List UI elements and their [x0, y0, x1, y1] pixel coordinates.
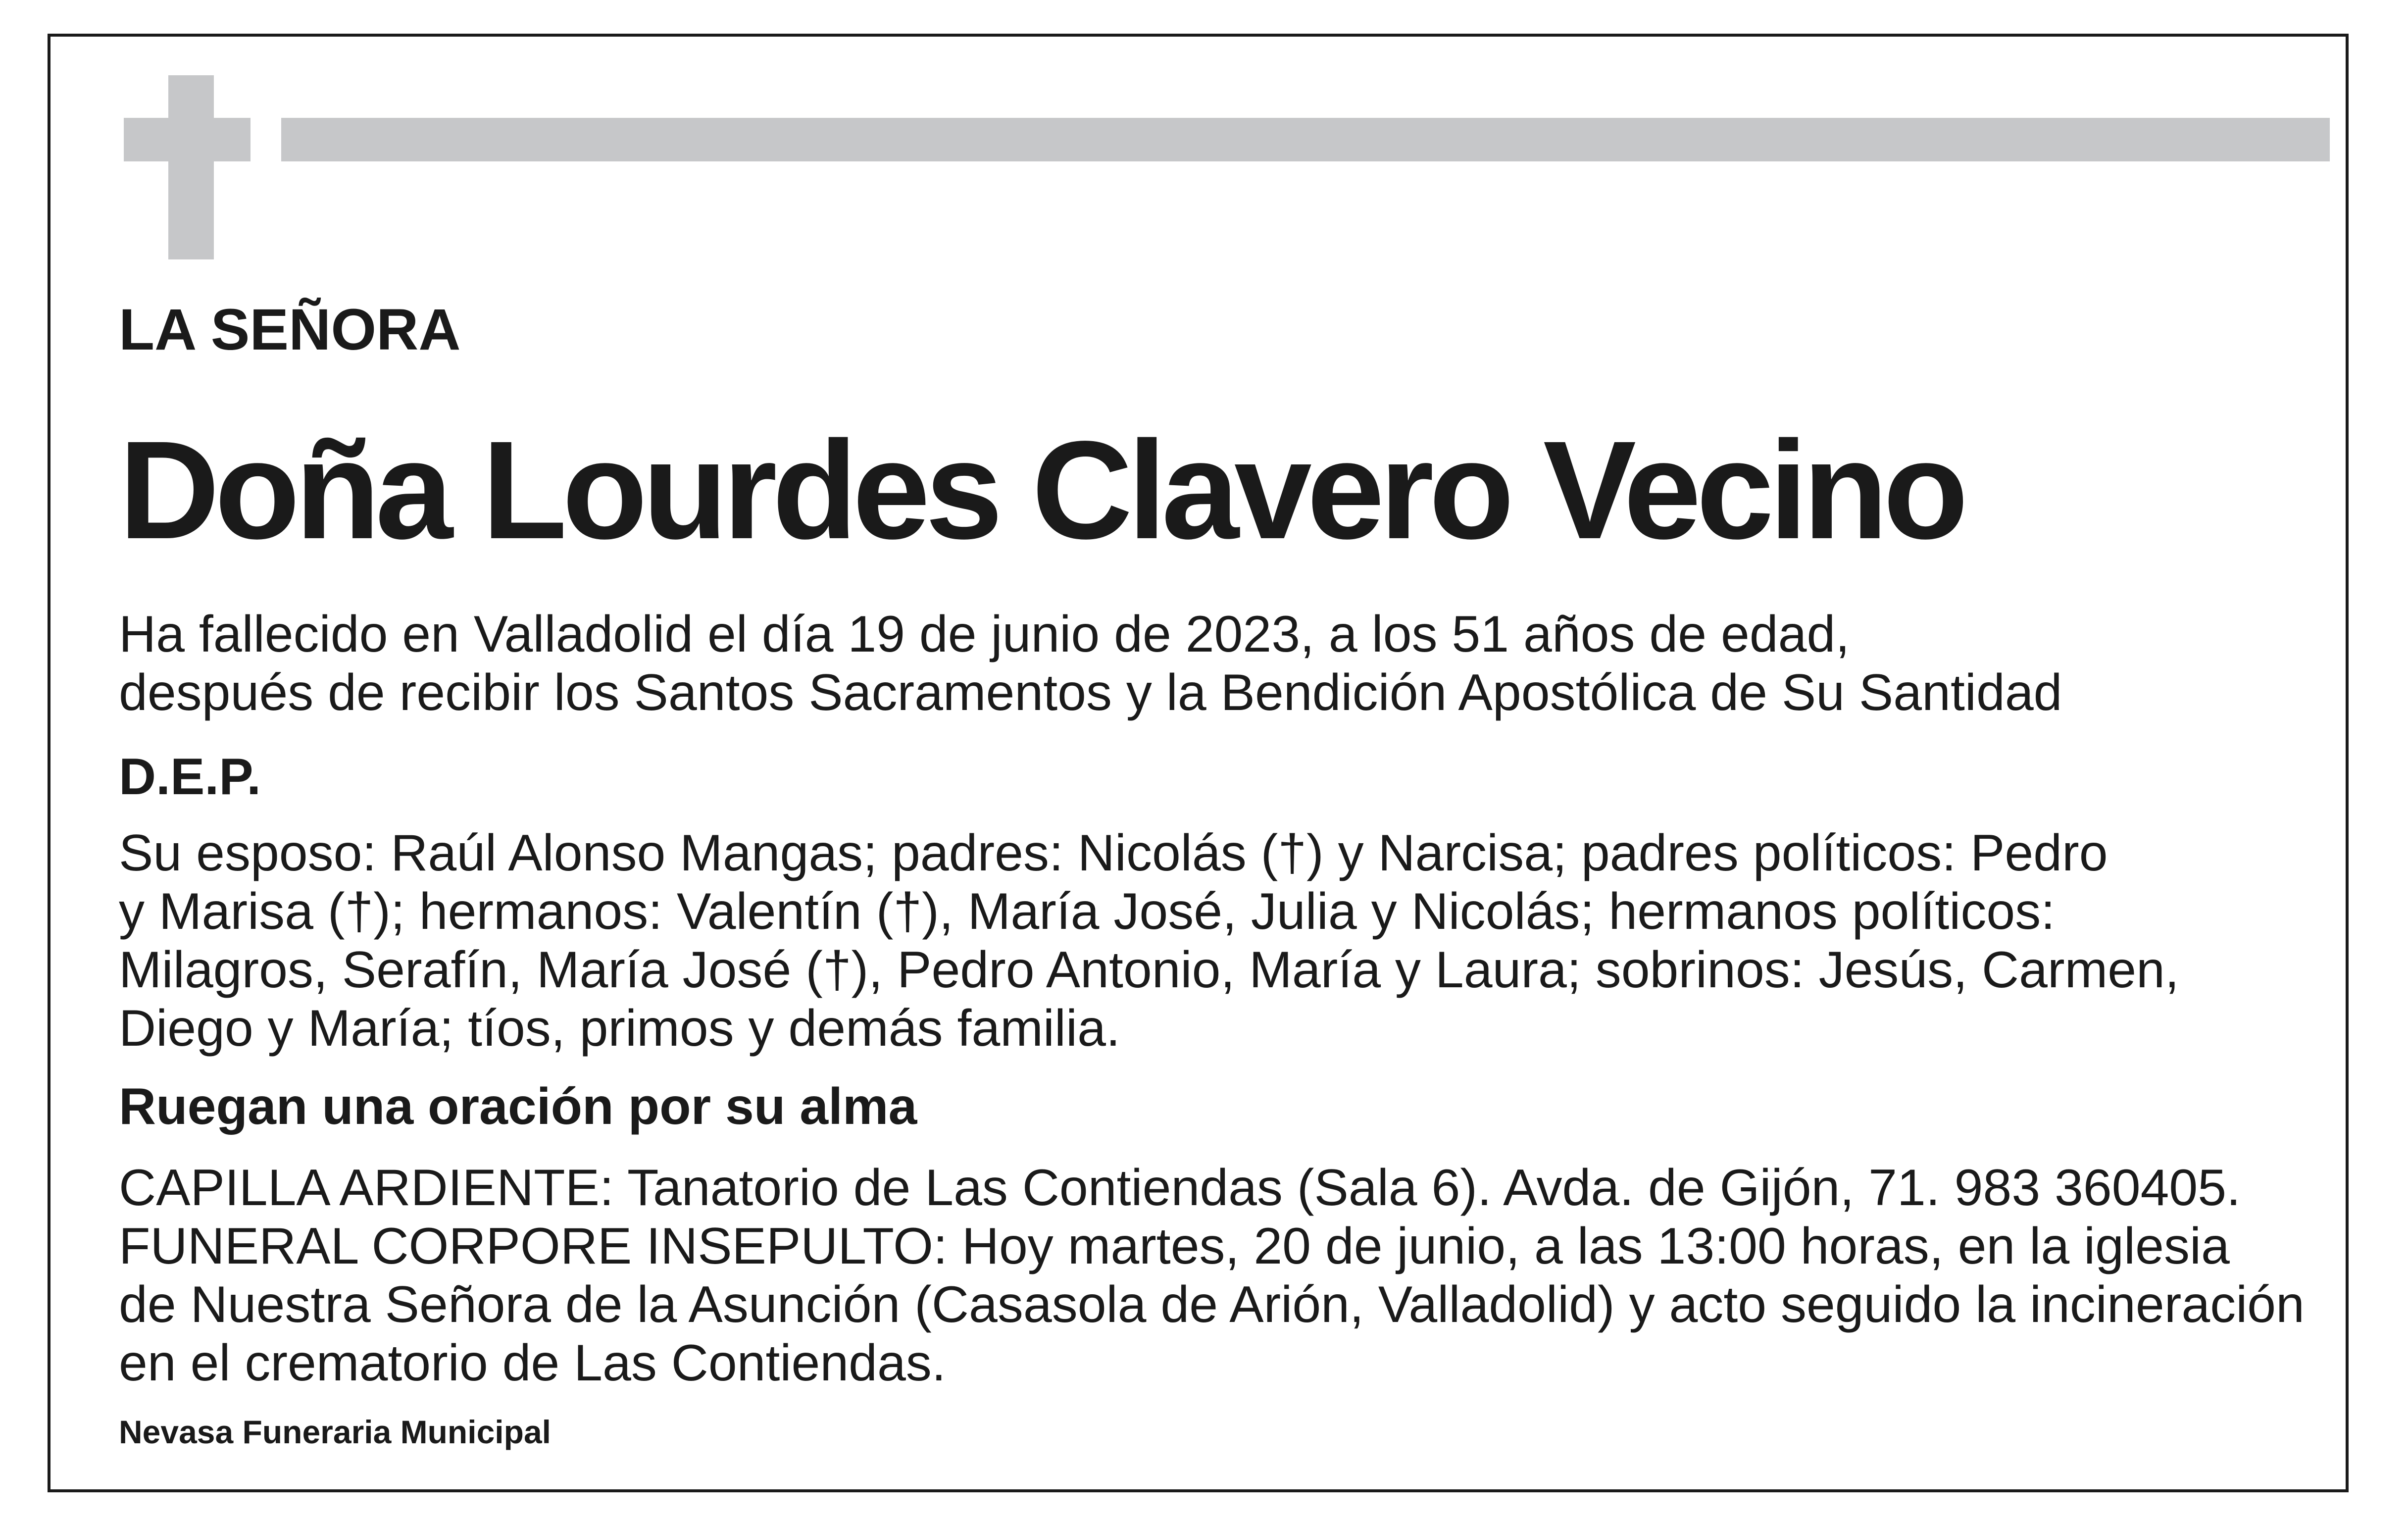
death-line: Ha fallecido en Valladolid el día 19 de junio de 2023, a los 51 años de edad, — [119, 606, 1850, 663]
family-line: Milagros, Serafín, María José (†), Pedro Antonio, María y Laura; sobrinos: Jesús, Carmen, — [119, 941, 2179, 999]
cross-horizontal-bar — [124, 118, 251, 161]
intro-label: LA SEÑORA — [119, 297, 461, 362]
funeral-home-name: Nevasa Funeraria Municipal — [119, 1414, 551, 1450]
deceased-name: Doña Lourdes Clavero Vecino — [119, 412, 1964, 568]
services-info — [119, 1159, 2305, 1392]
family-line: y Marisa (†); hermanos: Valentín (†), María José, Julia y Nicolás; hermanos políticos: — [119, 883, 2056, 940]
cross-vertical-bar — [168, 75, 214, 259]
services-line: CAPILLA ARDIENTE: Tanatorio de Las Contiendas (Sala 6). Avda. de Gijón, 71. 983 360405. — [119, 1159, 2241, 1217]
family-line: Su esposo: Raúl Alonso Mangas; padres: Nicolás (†) y Narcisa; padres políticos: Pedro — [119, 824, 2108, 882]
family-list — [119, 824, 2179, 1058]
family-line: Diego y María; tíos, primos y demás familia. — [119, 1000, 1120, 1057]
death-line: después de recibir los Santos Sacramentos y la Bendición Apostólica de Su Santidad — [119, 664, 2062, 721]
header-rule — [281, 118, 2330, 161]
death-statement — [119, 605, 2062, 722]
services-line: FUNERAL CORPORE INSEPULTO: Hoy martes, 20 de junio, a las 13:00 horas, en la iglesia — [119, 1218, 2230, 1275]
services-line: en el crematorio de Las Contiendas. — [119, 1334, 946, 1392]
prayer-request: Ruegan una oración por su alma — [119, 1078, 917, 1135]
services-line: de Nuestra Señora de la Asunción (Casasola de Arión, Valladolid) y acto seguido la incineración — [119, 1276, 2305, 1333]
rip-label: D.E.P. — [119, 748, 261, 806]
